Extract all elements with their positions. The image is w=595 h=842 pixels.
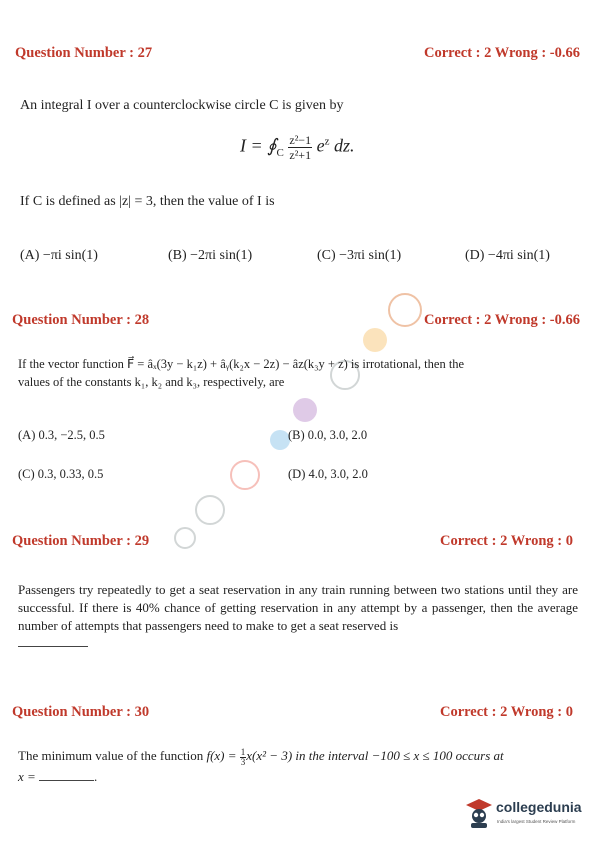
formula-numerator: z²−1 <box>289 133 312 147</box>
q27-option-a[interactable]: (A) −πi sin(1) <box>20 248 98 263</box>
formula-lhs: I = ∮ <box>240 135 277 156</box>
formula-contour-sub: C <box>276 147 284 160</box>
question-27-condition: If C is defined as |z| = 3, then the value of I is <box>20 194 275 209</box>
q30-frac-den: 3 <box>240 756 246 767</box>
q28-option-a[interactable]: (A) 0.3, −2.5, 0.5 <box>18 428 105 442</box>
question-27-intro: An integral I over a counterclockwise circle C is given by <box>20 98 344 113</box>
brand-tagline: India's largest Student Review Platform <box>497 819 576 824</box>
question-27-heading: Question Number : 27 <box>15 45 153 61</box>
brand-name: collegedunia <box>496 799 582 815</box>
question-30-marks: Correct : 2 Wrong : 0 <box>439 704 573 720</box>
question-28-marks: Correct : 2 Wrong : -0.66 <box>424 312 580 328</box>
question-29-marks: Correct : 2 Wrong : 0 <box>439 533 573 549</box>
formula-fraction <box>288 133 312 162</box>
q30-text-a: The minimum value of the function <box>18 748 207 763</box>
question-30-line2: x = . <box>18 769 98 784</box>
watermark-seal <box>165 290 435 560</box>
question-29-heading: Question Number : 29 <box>12 533 150 549</box>
q30-function: f(x) = <box>206 748 240 763</box>
q28-option-c[interactable]: (C) 0.3, 0.33, 0.5 <box>18 467 104 481</box>
collegedunia-logo <box>465 795 590 833</box>
q27-option-d[interactable]: (D) −4πi sin(1) <box>465 248 550 263</box>
question-30-answer-blank[interactable] <box>39 770 94 781</box>
question-30-line1 <box>18 747 504 767</box>
question-28-heading: Question Number : 28 <box>12 312 150 328</box>
q27-option-c[interactable]: (C) −3πi sin(1) <box>317 248 402 263</box>
formula-exp-sup: z <box>324 135 330 148</box>
question-30-heading: Question Number : 30 <box>12 704 150 720</box>
q30-frac-num: 1 <box>240 746 246 757</box>
q30-x-equals: x = <box>18 769 40 784</box>
q28-option-d[interactable]: (D) 4.0, 3.0, 2.0 <box>288 467 368 481</box>
question-29-answer-blank[interactable] <box>18 636 88 647</box>
question-28-line1: If the vector function F⃗ = âₓ(3y − k₁z) + âᵧ(k₂x − 2z) − âz(k₃y + z) is irrotational, then the <box>18 357 465 371</box>
q27-option-b[interactable]: (B) −2πi sin(1) <box>168 248 253 263</box>
graduate-icon <box>465 797 493 829</box>
formula-tail: dz. <box>329 135 355 156</box>
q28-option-b[interactable]: (B) 0.0, 3.0, 2.0 <box>288 428 368 442</box>
formula-exp: e <box>316 135 325 156</box>
question-29-text: Passengers try repeatedly to get a seat reservation in any train running between two stations until they are successful. If there is 40% chance of getting reservation in any attempt by a passenger, then the average number of attempts that passengers need to make to get a seat reserved is <box>18 582 578 633</box>
q30-text-b: x(x² − 3) in the interval −100 ≤ x ≤ 100 occurs at <box>246 748 504 763</box>
formula-denominator: z²+1 <box>289 148 312 162</box>
question-28-line2: values of the constants k₁, k₂ and k₃, respectively, are <box>18 375 285 389</box>
question-27-marks: Correct : 2 Wrong : -0.66 <box>424 45 580 61</box>
question-27-formula <box>240 133 354 162</box>
